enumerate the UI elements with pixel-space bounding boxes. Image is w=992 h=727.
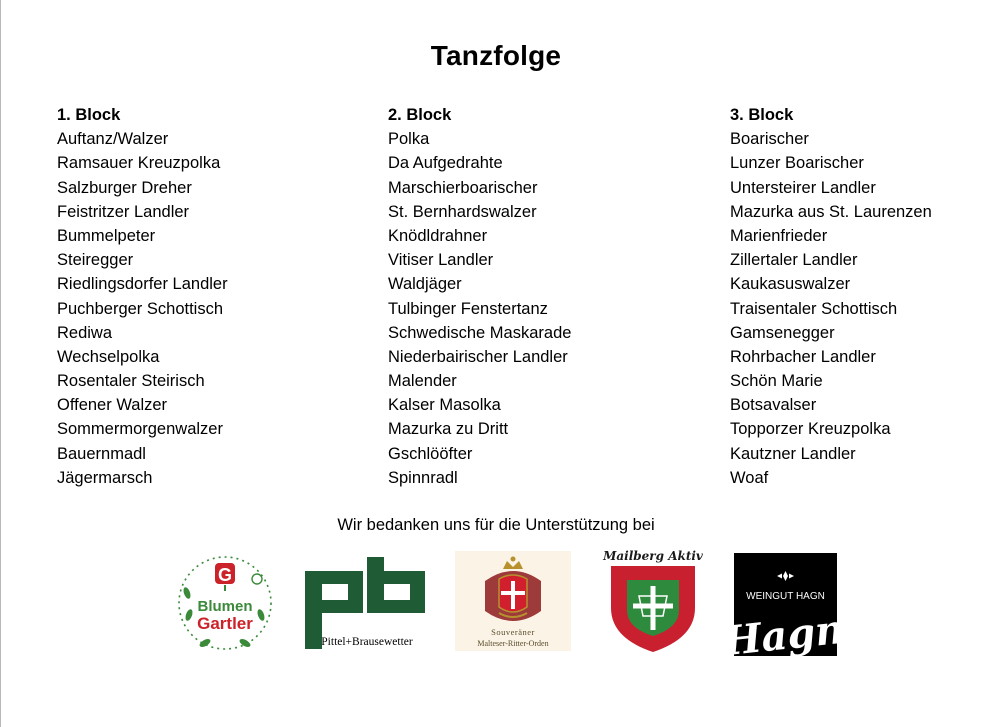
dance-item: Vitiser Landler (388, 251, 494, 270)
dance-item: Rohrbacher Landler (730, 347, 876, 366)
dance-item: Topporzer Kreuzpolka (730, 420, 891, 439)
mailberg-aktiv-logo (603, 546, 703, 656)
page-border (0, 0, 1, 727)
dance-item: Feistritzer Landler (57, 202, 190, 221)
dance-item: Steiregger (57, 251, 134, 270)
dance-item: Kautzner Landler (730, 444, 856, 463)
dance-item: Jägermarsch (57, 468, 153, 487)
dance-item: Waldjäger (388, 275, 462, 294)
dance-item: Rosentaler Steirisch (57, 372, 205, 391)
dance-item: Traisentaler Schottisch (730, 299, 898, 318)
blumen-gartler-logo (175, 553, 275, 653)
dance-item: Bummelpeter (57, 226, 156, 245)
dance-item: Kaukasuswalzer (730, 275, 851, 294)
dance-item: Puchberger Schottisch (57, 299, 224, 318)
dance-item: Ramsauer Kreuzpolka (57, 154, 221, 173)
svg-text:Souveräner: Souveräner (491, 627, 535, 637)
dance-item: Mazurka zu Dritt (388, 420, 509, 439)
block-heading: 2. Block (388, 106, 452, 124)
dance-item: Niederbairischer Landler (388, 347, 568, 366)
dance-item: Woaf (730, 468, 769, 487)
dance-item: Lunzer Boarischer (730, 154, 864, 173)
svg-text:G: G (217, 565, 233, 585)
dance-item: Auftanz/Walzer (57, 130, 169, 149)
block-heading: 1. Block (57, 106, 121, 124)
svg-text:Mailberg Aktiv: Mailberg Aktiv (603, 549, 703, 563)
dance-item: Rediwa (57, 323, 113, 342)
dance-list (388, 127, 571, 490)
dance-item: Riedlingsdorfer Landler (57, 275, 228, 294)
dance-item: Polka (388, 130, 430, 149)
dance-item: Gschlööfter (388, 444, 473, 463)
dance-item: Wechselpolka (57, 347, 160, 366)
dance-item: Kalser Masolka (388, 396, 501, 415)
dance-list (57, 127, 228, 490)
dance-item: Schön Marie (730, 372, 823, 391)
flower-pot-icon (215, 563, 235, 591)
svg-text:Hagn: Hagn (721, 605, 847, 666)
block-heading: 3. Block (730, 106, 794, 124)
dance-list (730, 127, 932, 490)
dance-item: Spinnradl (388, 468, 458, 487)
dance-item: Knödldrahner (388, 226, 488, 245)
block-2 (388, 103, 571, 490)
dance-item: Salzburger Dreher (57, 178, 192, 197)
page-title: Tanzfolge (430, 40, 562, 71)
dance-item: Zillertaler Landler (730, 251, 858, 270)
dance-item: Boarischer (730, 130, 809, 149)
svg-text:WEINGUT HAGN: WEINGUT HAGN (746, 591, 825, 602)
dance-item: Bauernmadl (57, 444, 146, 463)
dance-item: Marschierboarischer (388, 178, 538, 197)
dance-item: Offener Walzer (57, 396, 168, 415)
block-1 (57, 103, 228, 490)
malteser-logo (455, 551, 571, 651)
dance-item: Tulbinger Fenstertanz (388, 299, 548, 318)
block-3 (730, 103, 932, 490)
dance-item: Gamsenegger (730, 323, 835, 342)
dance-item: Marienfrieder (730, 226, 828, 245)
svg-text:Malteser-Ritter-Orden: Malteser-Ritter-Orden (477, 639, 549, 648)
dance-item: Da Aufgedrahte (388, 154, 503, 173)
sponsor-thanks: Wir bedanken uns für die Unterstützung bei (337, 516, 655, 534)
dance-item: Botsavalser (730, 396, 817, 415)
dance-item: Malender (388, 372, 457, 391)
weingut-hagn-logo (721, 553, 847, 666)
dance-item: Sommermorgenwalzer (57, 420, 223, 439)
svg-text:Gartler: Gartler (197, 614, 253, 633)
dance-item: St. Bernhardswalzer (388, 202, 537, 221)
pittel-brausewetter-logo (305, 557, 425, 649)
dance-item: Untersteirer Landler (730, 178, 876, 197)
dance-item: Mazurka aus St. Laurenzen (730, 202, 932, 221)
shield-crest-icon (611, 566, 695, 652)
dance-item: Schwedische Maskarade (388, 323, 572, 342)
svg-text:Blumen: Blumen (197, 598, 253, 615)
svg-text:Pittel+Brausewetter: Pittel+Brausewetter (321, 636, 413, 648)
